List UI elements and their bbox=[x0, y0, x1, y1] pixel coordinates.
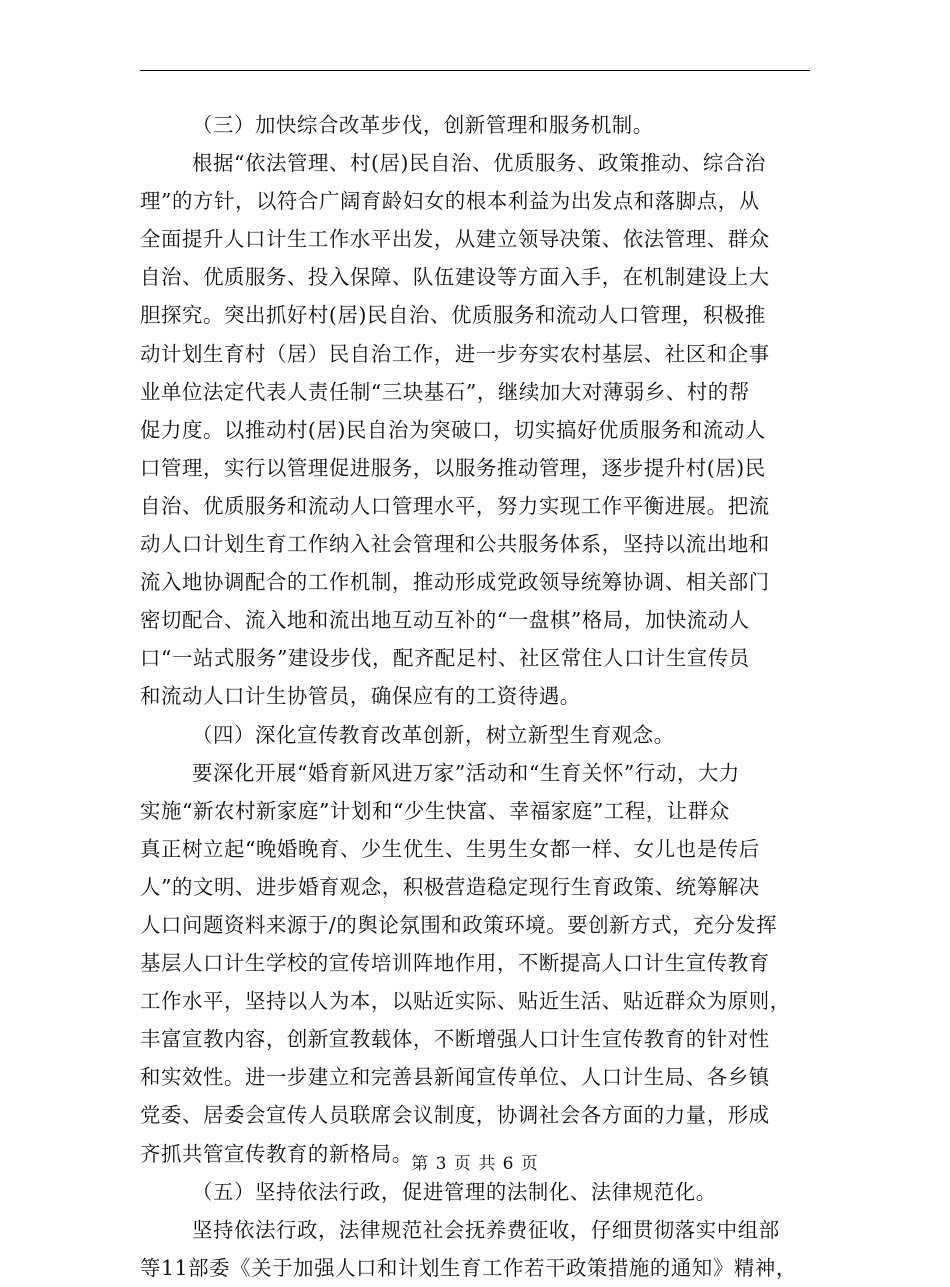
paragraph-line: 工作水平，坚持以人为本，以贴近实际、贴近生活、贴近群众为原则， bbox=[140, 989, 791, 1014]
paragraph-line: 人口问题资料来源于/的舆论氛围和政策环境。要创新方式，充分发挥 bbox=[140, 912, 778, 937]
paragraph-line: 丰富宣教内容，创新宣教载体，不断增强人口计生宣传教育的针对性 bbox=[140, 1027, 770, 1052]
paragraph-line: 实施“新农村新家庭”计划和“少生快富、幸福家庭”工程，让群众 bbox=[140, 798, 730, 823]
paragraph-line: 口“一站式服务”建设步伐，配齐配足村、社区常住人口计生宣传员 bbox=[140, 646, 750, 671]
paragraph-line: 促力度。以推动村(居)民自治为突破口，切实搞好优质服务和流动人 bbox=[140, 417, 766, 442]
paragraph-line: 动计划生育村（居）民自治工作，进一步夯实农村基层、社区和企事 bbox=[140, 341, 770, 366]
paragraph-line: 胆探究。突出抓好村(居)民自治、优质服务和流动人口管理，积极推 bbox=[140, 303, 766, 328]
section-heading-5: （五）坚持依法行政，促进管理的法制化、法律规范化。 bbox=[192, 1179, 717, 1204]
paragraph-line: 密切配合、流入地和流出地互动互补的“一盘棋”格局，加快流动人 bbox=[140, 608, 750, 633]
paragraph-line: 真正树立起“晚婚晚育、少生优生、生男生女都一样、女儿也是传后 bbox=[140, 836, 760, 861]
paragraph-line: 流入地协调配合的工作机制，推动形成党政领导统筹协调、相关部门 bbox=[140, 570, 770, 595]
page-number-footer: 第 3 页 共 6 页 bbox=[411, 1154, 539, 1174]
paragraph-line: 自治、优质服务、投入保障、队伍建设等方面入手，在机制建设上大 bbox=[140, 265, 770, 290]
paragraph-line: 和实效性。进一步建立和完善县新闻宣传单位、人口计生局、各乡镇 bbox=[140, 1065, 770, 1090]
document-body bbox=[140, 106, 812, 1287]
paragraph-line: 业单位法定代表人责任制“三块基石”，继续加大对薄弱乡、村的帮 bbox=[140, 379, 750, 404]
paragraph-line: 要深化开展“婚育新风进万家”活动和“生育关怀”行动，大力 bbox=[192, 760, 740, 785]
paragraph-line: 动人口计划生育工作纳入社会管理和公共服务体系，坚持以流出地和 bbox=[140, 532, 770, 557]
section-heading-3: （三）加快综合改革步伐，创新管理和服务机制。 bbox=[192, 113, 654, 137]
header-rule bbox=[140, 70, 810, 71]
paragraph-line: 坚持依法行政，法律规范社会抚养费征收，仔细贯彻落实中组部 bbox=[192, 1217, 780, 1242]
paragraph-line: 全面提升人口计生工作水平出发，从建立领导决策、依法管理、群众 bbox=[140, 227, 770, 252]
paragraph-line: 和流动人口计生协管员，确保应有的工资待遇。 bbox=[140, 684, 581, 709]
paragraph-line: 人”的文明、进步婚育观念，积极营造稳定现行生育政策、统筹解决 bbox=[140, 874, 760, 899]
paragraph-line: 齐抓共管宣传教育的新格局。 bbox=[140, 1141, 413, 1166]
paragraph-line: 口管理，实行以管理促进服务，以服务推动管理，逐步提升村(居)民 bbox=[140, 455, 766, 480]
section-heading-4: （四）深化宣传教育改革创新，树立新型生育观念。 bbox=[192, 722, 675, 747]
paragraph-line: 基层人口计生学校的宣传培训阵地作用，不断提高人口计生宣传教育 bbox=[140, 951, 770, 976]
paragraph-line: 等11部委《关于加强人口和计划生育工作若干政策措施的通知》精神， bbox=[140, 1255, 797, 1280]
paragraph-line: 理”的方针，以符合广阔育龄妇女的根本利益为出发点和落脚点，从 bbox=[140, 189, 760, 214]
paragraph-line: 党委、居委会宣传人员联席会议制度，协调社会各方面的力量，形成 bbox=[140, 1103, 770, 1128]
paragraph-line: 自治、优质服务和流动人口管理水平，努力实现工作平衡进展。把流 bbox=[140, 493, 770, 518]
paragraph-line: 根据“依法管理、村(居)民自治、优质服务、政策推动、综合治 bbox=[192, 151, 766, 176]
